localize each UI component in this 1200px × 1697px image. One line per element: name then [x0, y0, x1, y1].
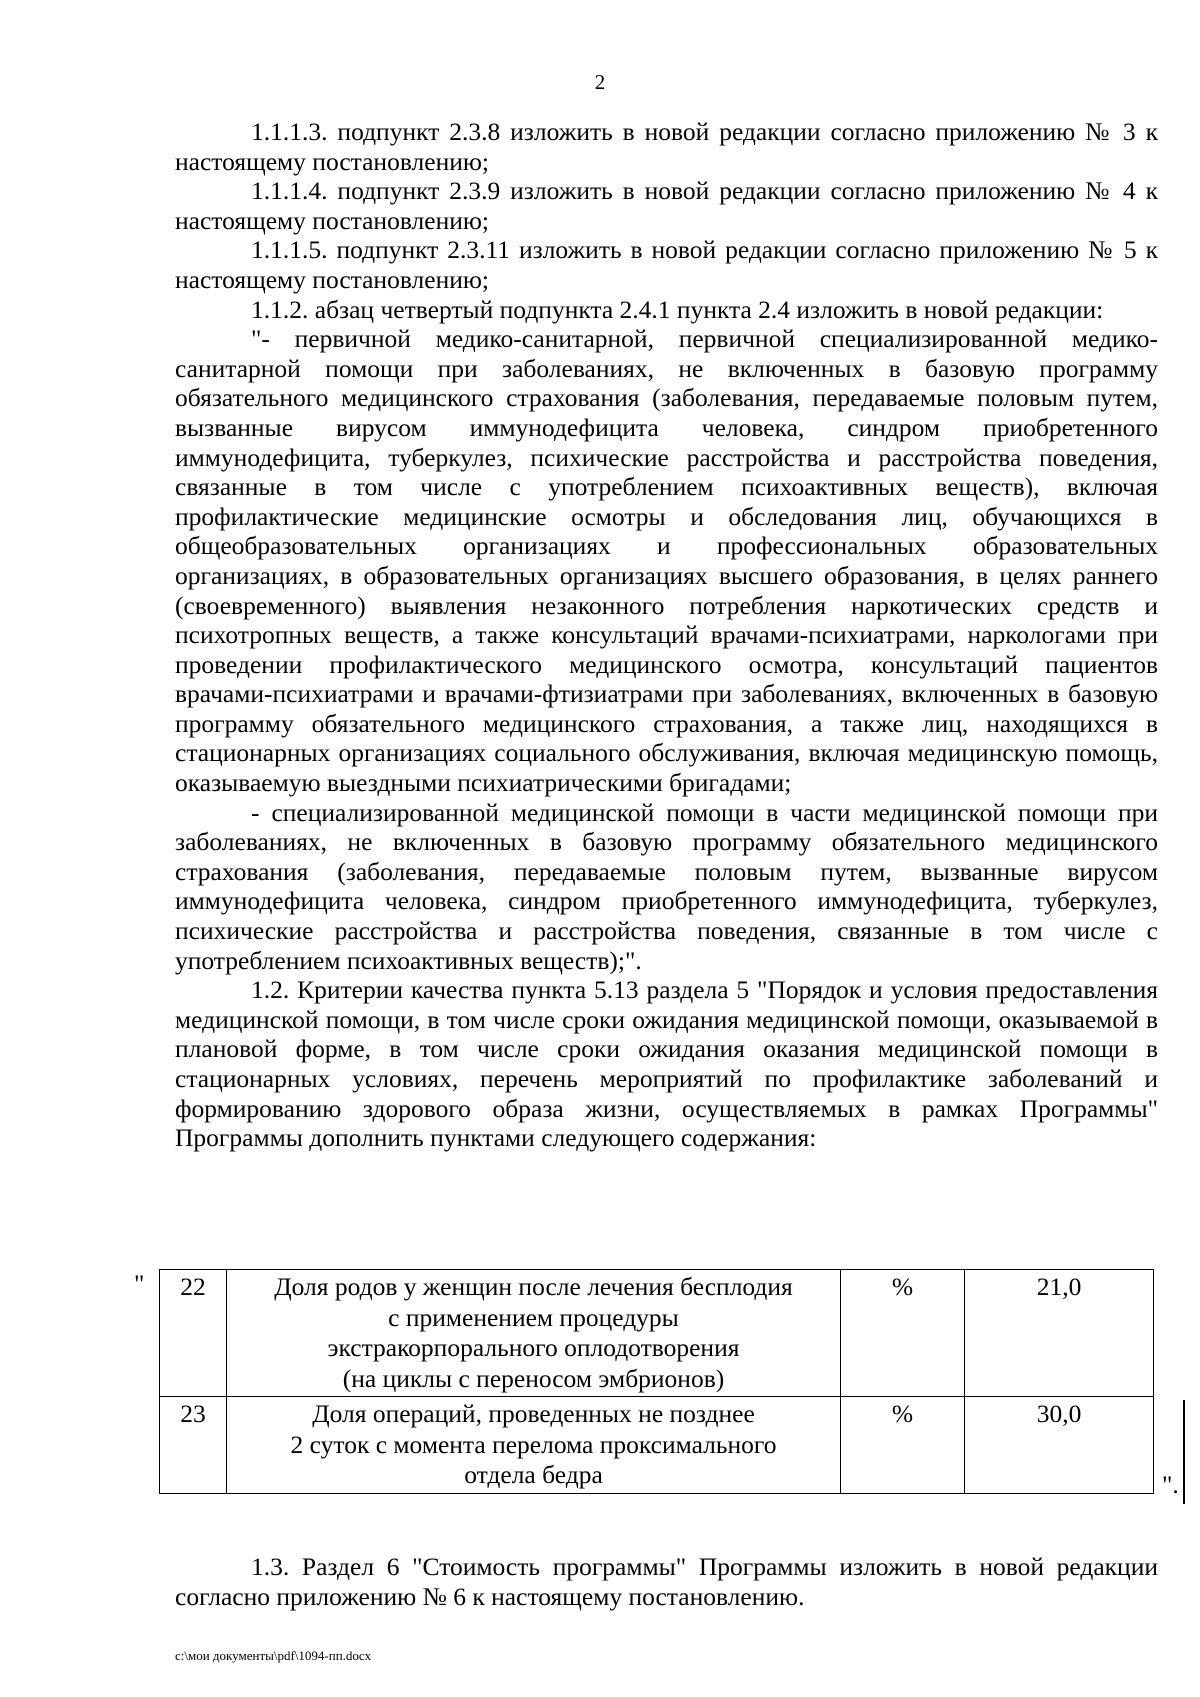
- criterion-name-line: отдела бедра: [464, 1460, 603, 1489]
- criterion-name-line: 2 суток с момента перелома проксимального: [290, 1429, 777, 1459]
- table-row: [160, 1397, 1154, 1494]
- row-number: 23: [160, 1397, 227, 1494]
- table-open-quote: ": [134, 1269, 145, 1298]
- criterion-name: [227, 1270, 841, 1397]
- paragraph-1-1-1-3: 1.1.1.3. подпункт 2.3.8 изложить в новой редакции согласно приложению № 3 к настоящему постановлению;: [175, 117, 1158, 176]
- revision-bar: [1183, 1400, 1185, 1504]
- criterion-name-line: (на циклы с переносом эмбрионов): [342, 1363, 725, 1393]
- criterion-value: 21,0: [965, 1270, 1154, 1397]
- criterion-name-line: экстракорпорального оплодотворения: [327, 1333, 740, 1362]
- document-body-continued: [175, 1552, 1158, 1611]
- criteria-table-wrapper: [159, 1269, 1154, 1494]
- table-close-quote: ".: [1162, 1470, 1179, 1499]
- page-number: 2: [594, 70, 606, 94]
- row-number: 22: [160, 1270, 227, 1397]
- criterion-unit: %: [841, 1397, 965, 1494]
- footer-file-path: c:\мои документы\pdf\1094-пп.docx: [175, 1648, 372, 1663]
- paragraph-specialized-care: - специализированной медицинской помощи в части медицинской помощи при заболеваниях, не включенных в базовую программу обязательного медицинского страхования (заболевания, передаваемые половым путем, вызванные вирусом иммунодефицита человека, синдром приобретенного иммунодефицита, туберкулез, психические расстройства и расстройства поведения, связанные в том числе с употреблением психоактивных веществ);".: [175, 797, 1158, 975]
- criterion-unit: %: [841, 1270, 965, 1397]
- paragraph-1-2: 1.2. Критерии качества пункта 5.13 раздела 5 "Порядок и условия предоставления медицинской помощи, в том числе сроки ожидания медицинской помощи, оказываемой в плановой форме, в том числе сроки ожидания оказания медицинской помощи в стационарных условиях, перечень мероприятий по профилактике заболеваний и формированию здорового образа жизни, осуществляемых в рамках Программы" Программы дополнить пунктами следующего содержания:: [175, 975, 1158, 1153]
- criterion-name-line: с применением процедуры: [388, 1302, 679, 1332]
- criteria-table: [159, 1269, 1154, 1494]
- document-body: [175, 117, 1158, 1153]
- paragraph-1-3: 1.3. Раздел 6 "Стоимость программы" Программы изложить в новой редакции согласно приложению № 6 к настоящему постановлению.: [175, 1552, 1158, 1611]
- criterion-name-line: Доля родов у женщин после лечения бесплодия: [274, 1272, 793, 1301]
- criterion-name: [227, 1397, 841, 1494]
- criterion-value: 30,0: [965, 1397, 1154, 1494]
- paragraph-1-1-1-5: 1.1.1.5. подпункт 2.3.11 изложить в новой редакции согласно приложению № 5 к настоящему постановлению;: [175, 235, 1158, 294]
- paragraph-1-1-2: 1.1.2. абзац четвертый подпункта 2.4.1 пункта 2.4 изложить в новой редакции:: [251, 294, 1104, 324]
- table-row: [160, 1270, 1154, 1397]
- paragraph-1-1-1-4: 1.1.1.4. подпункт 2.3.9 изложить в новой редакции согласно приложению № 4 к настоящему постановлению;: [175, 176, 1158, 235]
- paragraph-primary-care: "- первичной медико-санитарной, первичной специализированной медико-санитарной помощи при заболеваниях, не включенных в базовую программу обязательного медицинского страхования (заболевания, передаваемые половым путем, вызванные вирусом иммунодефицита человека, синдром приобретенного иммунодефицита, туберкулез, психические расстройства и расстройства поведения, связанные в том числе с употреблением психоактивных веществ), включая профилактические медицинские осмотры и обследования лиц, обучающихся в общеобразовательных организациях и профессиональных образовательных организациях, в образовательных организациях высшего образования, в целях раннего (своевременного) выявления незаконного потребления наркотических средств и психотропных веществ, а также консультаций врачами-психиатрами, наркологами при проведении профилактического медицинского осмотра, консультаций пациентов врачами-психиатрами и врачами-фтизиатрами при заболеваниях, включенных в базовую программу обязательного медицинского страхования, а также лиц, находящихся в стационарных организациях социального обслуживания, включая медицинскую помощь, оказываемую выездными психиатрическими бригадами;: [175, 324, 1158, 798]
- criterion-name-line: Доля операций, проведенных не позднее: [312, 1399, 755, 1428]
